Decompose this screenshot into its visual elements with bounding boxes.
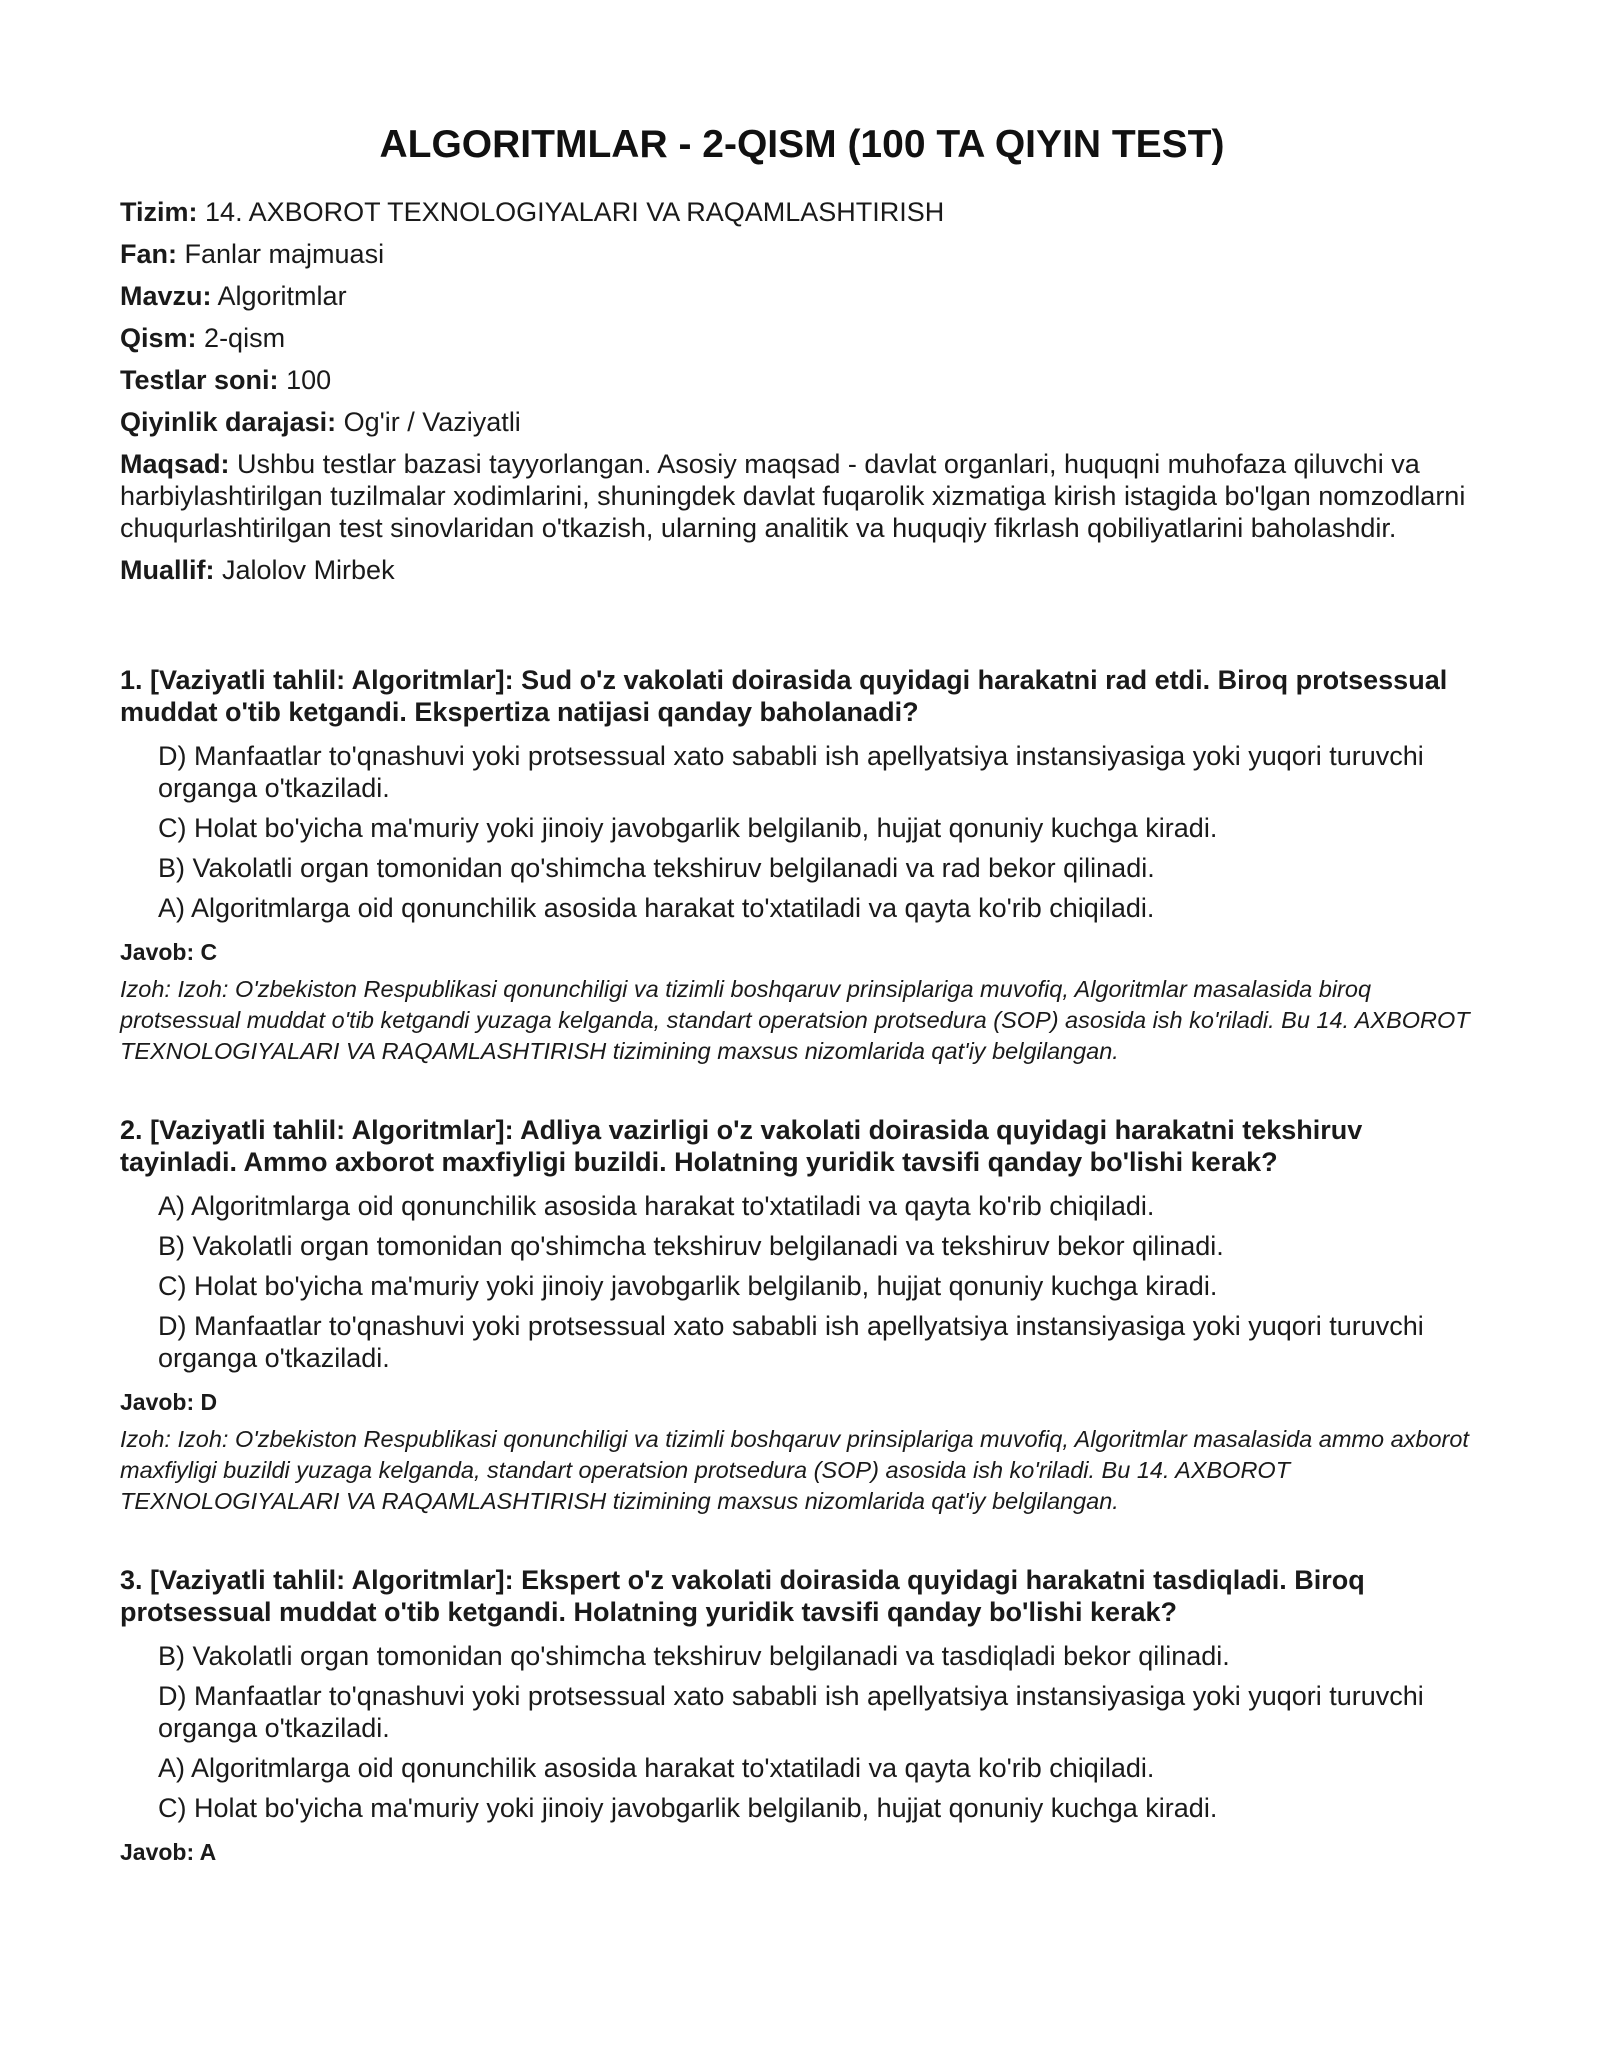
meta-key: Qiyinlik darajasi: (120, 407, 337, 437)
answer-option: D) Manfaatlar to'qnashuvi yoki protsessual xato sababli ish apellyatsiya instansiyasiga yoki yuqori turuvchi organga o'tkaziladi. (158, 1311, 1424, 1373)
options-list (120, 740, 1484, 924)
answer-option: C) Holat bo'yicha ma'muriy yoki jinoiy javobgarlik belgilanib, hujjat qonuniy kuchga kiradi. (158, 1793, 1218, 1823)
metadata-block (120, 196, 1484, 586)
question-item (120, 664, 1484, 1067)
question-text: 3. [Vaziyatli tahlil: Algoritmlar]: Ekspert o'z vakolati doirasida quyidagi harakatni tasdiqladi. Biroq protsessual muddat o'tib ketgandi. Holatning yuridik tavsifi qanday bo'lishi kerak? (120, 1565, 1365, 1627)
options-list (120, 1190, 1484, 1374)
meta-row-subject (120, 238, 1484, 270)
options-list (120, 1640, 1484, 1824)
meta-key: Mavzu: (120, 281, 212, 311)
meta-value: Algoritmlar (217, 281, 347, 311)
meta-row-part (120, 322, 1484, 354)
question-item (120, 1564, 1484, 1866)
question-item (120, 1114, 1484, 1517)
answer-explanation: Izoh: Izoh: O'zbekiston Respublikasi qonunchiligi va tizimli boshqaruv prinsiplariga muvofiq, Algoritmlar masalasida ammo axborot maxfiyligi buzildi yuzaga kelganda, standart operatsion protsedura (SOP) asosida ish ko'riladi. Bu 14. AXBOROT TEXNOLOGIYALARI VA RAQAMLASHTIRISH tizimining maxsus nizomlarida qat'iy belgilangan. (120, 1426, 1469, 1514)
meta-value: 2-qism (204, 323, 286, 353)
meta-key: Muallif: (120, 555, 215, 585)
meta-row-difficulty (120, 406, 1484, 438)
meta-row-system (120, 196, 1484, 228)
answer-option: D) Manfaatlar to'qnashuvi yoki protsessual xato sababli ish apellyatsiya instansiyasiga yoki yuqori turuvchi organga o'tkaziladi. (158, 1681, 1424, 1743)
question-text: 2. [Vaziyatli tahlil: Algoritmlar]: Adliya vazirligi o'z vakolati doirasida quyidagi harakatni tekshiruv tayinladi. Ammo axborot maxfiyligi buzildi. Holatning yuridik tavsifi qanday bo'lishi kerak? (120, 1115, 1363, 1177)
correct-answer: Javob: C (120, 939, 218, 965)
meta-key: Testlar soni: (120, 365, 279, 395)
meta-key: Tizim: (120, 197, 198, 227)
meta-row-goal (120, 448, 1484, 544)
meta-value: 100 (286, 365, 332, 395)
document-title: ALGORITMLAR - 2-QISM (100 TA QIYIN TEST) (379, 123, 1225, 166)
answer-option: C) Holat bo'yicha ma'muriy yoki jinoiy javobgarlik belgilanib, hujjat qonuniy kuchga kiradi. (158, 1271, 1218, 1301)
meta-key: Qism: (120, 323, 197, 353)
answer-option: A) Algoritmlarga oid qonunchilik asosida harakat to'xtatiladi va qayta ko'rib chiqiladi. (158, 1191, 1155, 1221)
answer-explanation: Izoh: Izoh: O'zbekiston Respublikasi qonunchiligi va tizimli boshqaruv prinsiplariga muvofiq, Algoritmlar masalasida biroq protsessual muddat o'tib ketgandi yuzaga kelganda, standart operatsion protsedura (SOP) asosida ish ko'riladi. Bu 14. AXBOROT TEXNOLOGIYALARI VA RAQAMLASHTIRISH tizimining maxsus nizomlarida qat'iy belgilangan. (120, 976, 1470, 1064)
correct-answer: Javob: A (120, 1839, 217, 1865)
correct-answer: Javob: D (120, 1389, 218, 1415)
answer-option: C) Holat bo'yicha ma'muriy yoki jinoiy javobgarlik belgilanib, hujjat qonuniy kuchga kiradi. (158, 813, 1218, 843)
meta-value: Jalolov Mirbek (222, 555, 395, 585)
meta-value: Fanlar majmuasi (184, 239, 385, 269)
answer-option: B) Vakolatli organ tomonidan qo'shimcha tekshiruv belgilanadi va rad bekor qilinadi. (158, 853, 1155, 883)
meta-row-topic (120, 280, 1484, 312)
answer-option: D) Manfaatlar to'qnashuvi yoki protsessual xato sababli ish apellyatsiya instansiyasiga yoki yuqori turuvchi organga o'tkaziladi. (158, 741, 1424, 803)
meta-value: Og'ir / Vaziyatli (343, 407, 521, 437)
question-text: 1. [Vaziyatli tahlil: Algoritmlar]: Sud o'z vakolati doirasida quyidagi harakatni rad etdi. Biroq protsessual muddat o'tib ketgandi. Ekspertiza natijasi qanday baholanadi? (120, 665, 1448, 727)
meta-key: Maqsad: (120, 449, 230, 479)
meta-row-author (120, 554, 1484, 586)
answer-option: A) Algoritmlarga oid qonunchilik asosida harakat to'xtatiladi va qayta ko'rib chiqiladi. (158, 1753, 1155, 1783)
answer-option: A) Algoritmlarga oid qonunchilik asosida harakat to'xtatiladi va qayta ko'rib chiqiladi. (158, 893, 1155, 923)
meta-row-test-count (120, 364, 1484, 396)
questions-list (120, 664, 1484, 1866)
meta-value: Ushbu testlar bazasi tayyorlangan. Asosiy maqsad - davlat organlari, huquqni muhofaza qiluvchi va harbiylashtirilgan tuzilmalar xodimlarini, shuningdek davlat fuqarolik xizmatiga kirish istagida bo'lgan nomzodlarni chuqurlashtirilgan test sinovlaridan o'tkazish, ularning analitik va huquqiy fikrlash qobiliyatlarini baholashdir. (120, 449, 1466, 543)
meta-key: Fan: (120, 239, 177, 269)
answer-option: B) Vakolatli organ tomonidan qo'shimcha tekshiruv belgilanadi va tasdiqladi bekor qilinadi. (158, 1641, 1230, 1671)
answer-option: B) Vakolatli organ tomonidan qo'shimcha tekshiruv belgilanadi va tekshiruv bekor qilinadi. (158, 1231, 1224, 1261)
meta-value: 14. AXBOROT TEXNOLOGIYALARI VA RAQAMLASHTIRISH (205, 197, 945, 227)
